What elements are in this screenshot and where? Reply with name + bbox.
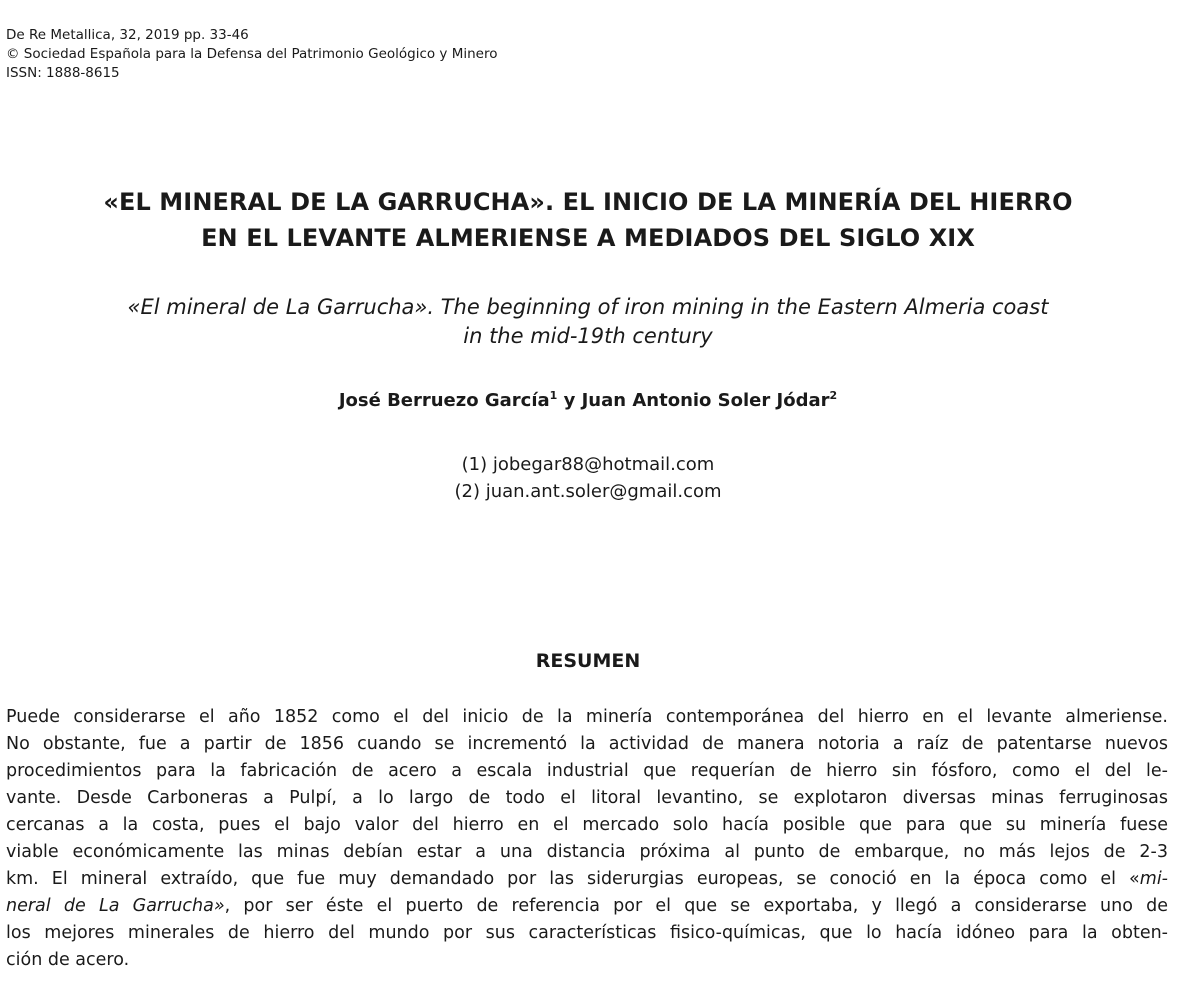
author-2: Juan Antonio Soler Jódar [581, 390, 830, 411]
abstract-line: Puede considerarse el año 1852 como el del inicio de la minería contemporánea del hierro en el levante almeriense. [6, 707, 1168, 727]
abstract-line-7-text: km. El mineral extraído, que fue muy demandado por las siderurgias europeas, se conoció en la época como el « [6, 869, 1140, 889]
author-list [0, 387, 1176, 415]
abstract-line-7-italic: mi- [1139, 869, 1168, 889]
abstract-line-8-text: , por ser éste el puerto de referencia por el que se exportaba, y llegó a considerarse uno de [224, 896, 1168, 916]
abstract-line-8 [6, 893, 1168, 920]
abstract-line: cercanas a la costa, pues el bajo valor del hierro en el mercado solo hacía posible que para que su minería fuese [6, 815, 1168, 835]
english-title-line-1: «El mineral de La Garrucha». The beginning of iron mining in the Eastern Almeria coast [127, 295, 1049, 319]
author-2-affiliation-mark: 2 [829, 389, 838, 402]
title-line-1: «EL MINERAL DE LA GARRUCHA». EL INICIO DE LA MINERÍA DEL HIERRO [103, 188, 1073, 216]
author-connector: y [557, 390, 582, 411]
abstract-body [6, 704, 1168, 974]
title-line-2: EN EL LEVANTE ALMERIENSE A MEDIADOS DEL SIGLO XIX [201, 224, 975, 252]
author-1: José Berruezo García [338, 390, 550, 411]
abstract-line: procedimientos para la fabricación de acero a escala industrial que requerían de hierro sin fósforo, como el del le- [6, 761, 1168, 781]
abstract-line-8-italic: neral de La Garrucha» [6, 896, 225, 916]
author-1-affiliation-mark: 1 [549, 389, 558, 402]
abstract-line: viable económicamente las minas debían estar a una distancia próxima al punto de embarque, no más lejos de 2-3 [6, 842, 1168, 862]
author-emails [0, 451, 1176, 505]
abstract-line-7 [6, 866, 1168, 893]
abstract-line-last: ción de acero. [6, 950, 130, 970]
email-1: (1) jobegar88@hotmail.com [461, 454, 715, 475]
abstract-line: vante. Desde Carboneras a Pulpí, a lo largo de todo el litoral levantino, se explotaron diversas minas ferruginosas [6, 788, 1168, 808]
journal-header [6, 26, 498, 83]
article-title [0, 184, 1176, 256]
copyright-notice: © Sociedad Española para la Defensa del Patrimonio Geológico y Minero [6, 46, 498, 62]
issn: ISSN: 1888-8615 [6, 65, 120, 81]
abstract-line: No obstante, fue a partir de 1856 cuando se incrementó la actividad de manera notoria a raíz de patentarse nuevos [6, 734, 1168, 754]
journal-citation: De Re Metallica, 32, 2019 pp. 33-46 [6, 27, 249, 43]
english-title [0, 293, 1176, 351]
email-2: (2) juan.ant.soler@gmail.com [454, 481, 722, 502]
english-title-line-2: in the mid-19th century [463, 324, 713, 348]
abstract-heading: RESUMEN [535, 650, 641, 672]
abstract-line: los mejores minerales de hierro del mundo por sus características fisico-químicas, que lo hacía idóneo para la obten- [6, 923, 1168, 943]
